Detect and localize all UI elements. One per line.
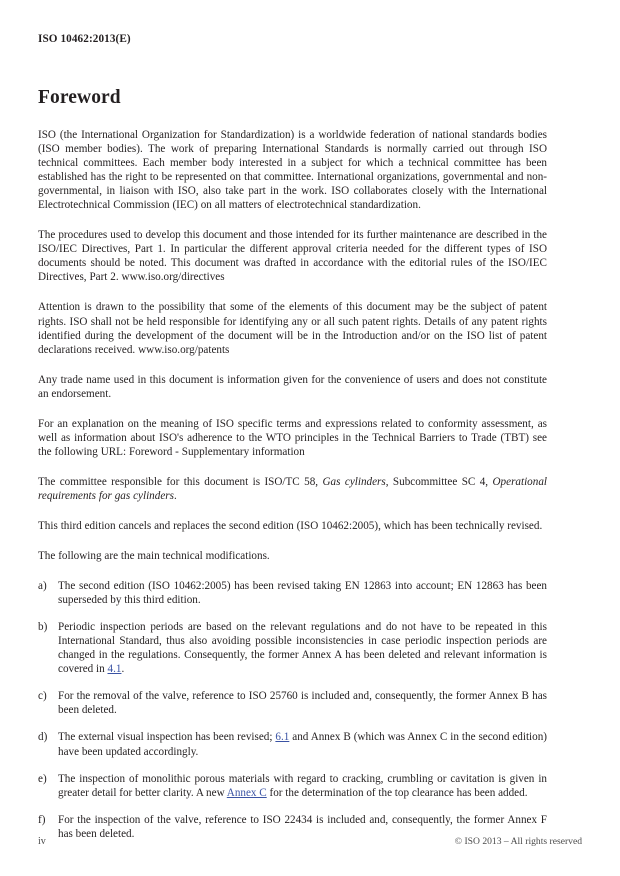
committee-text-part-3: . <box>173 489 177 502</box>
list-item-text-tail: . <box>121 663 125 676</box>
list-item <box>38 620 547 676</box>
list-marker: c) <box>38 690 47 703</box>
paragraph-trade-name: Any trade name used in this document is information given for the convenience of users and does not constitute an endorsement. <box>38 373 547 400</box>
paragraph-iso-description: ISO (the International Organization for Standardization) is a worldwide federation of national standards bodies (ISO member bodies). The work of preparing International Standards is normally carried out through ISO technical committees. Each member body interested in a subject for which a technical committee has been established has the right to be represented on that committee. International organizations, governmental and non-governmental, in liaison with ISO, also take part in the work. ISO collaborates closely with the International Electrotechnical Commission (IEC) on all matters of electrotechnical standardization. <box>38 129 547 212</box>
list-item-text: The second edition (ISO 10462:2005) has been revised taking EN 12863 into account; EN 12863 has been superseded by this third edition. <box>58 580 547 607</box>
committee-text-part-2: , Subcommittee SC 4, <box>385 475 493 488</box>
list-item-text-tail: for the determination of the top clearance has been added. <box>266 786 528 799</box>
page-footer <box>38 836 582 847</box>
technical-modifications-list <box>38 563 547 841</box>
cross-reference-link[interactable]: 4.1 <box>107 663 122 676</box>
list-item-text: Periodic inspection periods are based on the relevant regulations and do not have to be repeated in this International Standard, thus also avoiding possible inconsistencies in case periodic inspection periods are changed in the regulations. Consequently, the former Annex A has been deleted and relevant information is covered in <box>58 621 547 676</box>
paragraph-modifications-intro: The following are the main technical modifications. <box>38 550 270 563</box>
copyright-notice: © ISO 2013 – All rights reserved <box>454 836 582 847</box>
cross-reference-link[interactable]: Annex C <box>226 786 267 799</box>
list-marker: f) <box>38 813 46 826</box>
subcommittee-title-operational-requirements: Operational requirements for gas cylinders <box>38 475 547 502</box>
list-item <box>38 730 547 758</box>
page-content <box>38 0 547 841</box>
page-number: iv <box>38 836 46 847</box>
list-item <box>38 772 547 800</box>
list-marker: b) <box>38 621 48 634</box>
paragraph-third-edition: This third edition cancels and replaces the second edition (ISO 10462:2005), which has been technically revised. <box>38 519 543 532</box>
cross-reference-link[interactable]: 6.1 <box>275 731 290 744</box>
list-item-text-tail: and Annex B (which was Annex C in the second edition) have been updated accordingly. <box>58 731 547 758</box>
list-marker: e) <box>38 772 47 785</box>
paragraph-committee <box>38 459 547 503</box>
list-item <box>38 689 547 717</box>
list-item-text: The external visual inspection has been revised; <box>58 731 276 744</box>
paragraph-conformity-assessment: For an explanation on the meaning of ISO specific terms and expressions related to conformity assessment, as well as information about ISO's adherence to the WTO principles in the Technical Barriers to Trade (TBT) see the following URL: Foreword - Supplementary information <box>38 417 547 458</box>
list-marker: d) <box>38 731 48 744</box>
list-item-text: For the removal of the valve, reference to ISO 25760 is included and, consequently, the former Annex B has been deleted. <box>58 690 547 717</box>
list-marker: a) <box>38 580 47 593</box>
paragraph-patent-rights: Attention is drawn to the possibility that some of the elements of this document may be the subject of patent rights. ISO shall not be held responsible for identifying any or all such patent rights. Details of any patent rights identified during the development of the document will be in the Introduction and/or on the ISO list of patent declarations received. www.iso.org/patents <box>38 301 547 356</box>
list-item-text: For the inspection of the valve, reference to ISO 22434 is included and, consequently, the former Annex F has been deleted. <box>58 813 547 840</box>
page-title: Foreword <box>38 87 121 108</box>
committee-text-part-1: The committee responsible for this document is ISO/TC 58, <box>38 475 323 488</box>
list-item-text: The inspection of monolithic porous materials with regard to cracking, crumbling or cavitation is given in greater detail for better clarity. A new <box>58 772 547 799</box>
paragraph-procedures: The procedures used to develop this document and those intended for its further maintenance are described in the ISO/IEC Directives, Part 1. In particular the different approval criteria needed for the different types of ISO documents should be noted. This document was drafted in accordance with the editorial rules of the ISO/IEC Directives, Part 2. www.iso.org/directives <box>38 229 547 284</box>
running-head: ISO 10462:2013(E) <box>38 33 131 45</box>
list-item <box>38 579 547 607</box>
committee-title-gas-cylinders: Gas cylinders <box>322 475 386 488</box>
